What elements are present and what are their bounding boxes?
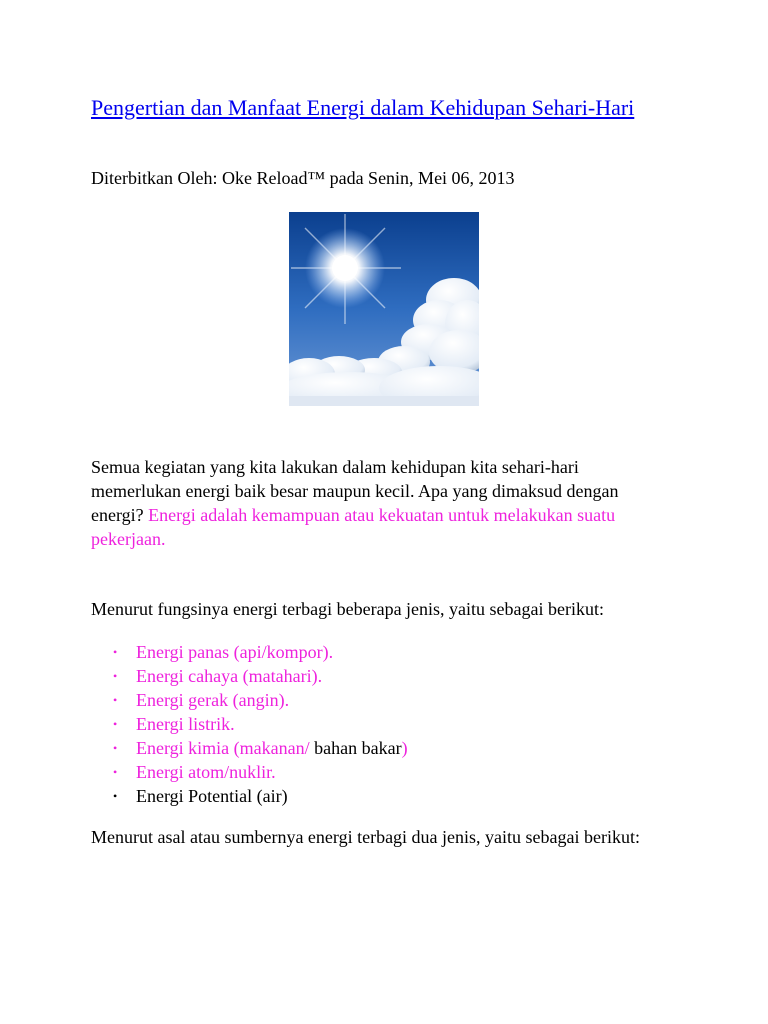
list-item xyxy=(91,664,408,688)
list-item xyxy=(91,784,408,808)
list-item-label: Energi kimia (makanan/ xyxy=(136,738,315,758)
list-item xyxy=(91,760,408,784)
bullet: • xyxy=(113,669,118,683)
sun-and-clouds-photo-graphic xyxy=(289,212,479,406)
list-item-label: Energi cahaya (matahari). xyxy=(136,666,323,686)
source-types-intro: Menurut asal atau sumbernya energi terbagi dua jenis, yaitu sebagai berikut: xyxy=(91,827,640,847)
bullet: • xyxy=(113,693,118,707)
list-item-label: Energi listrik. xyxy=(136,714,235,734)
article-title-link[interactable]: Pengertian dan Manfaat Energi dalam Kehidupan Sehari-Hari xyxy=(91,95,635,120)
bullet: • xyxy=(113,789,118,803)
sun-and-clouds-photo xyxy=(289,212,479,406)
energy-definition: Energi adalah kemampuan atau kekuatan untuk melakukan suatu pekerjaan. xyxy=(91,505,616,549)
list-item xyxy=(91,688,408,712)
list-item xyxy=(91,712,408,736)
bullet: • xyxy=(113,645,118,659)
list-item xyxy=(91,640,408,664)
list-item-label: Energi Potential (air) xyxy=(136,786,288,806)
article-byline: Diterbitkan Oleh: Oke Reload™ pada Senin, Mei 06, 2013 xyxy=(91,168,515,188)
list-item-label-tail: ) xyxy=(401,738,408,758)
list-item-label: Energi gerak (angin). xyxy=(136,690,290,710)
function-types-intro: Menurut fungsinya energi terbagi beberapa jenis, yaitu sebagai berikut: xyxy=(91,599,604,619)
bullet: • xyxy=(113,765,118,779)
energy-types-list xyxy=(91,640,408,808)
list-item-label: Energi atom/nuklir. xyxy=(136,762,276,782)
list-item-label: Energi panas (api/kompor). xyxy=(136,642,334,662)
list-item-label-plain: bahan bakar xyxy=(314,738,402,758)
intro-paragraph xyxy=(91,455,671,551)
bullet: • xyxy=(113,741,118,755)
intro-paragraph-text: Semua kegiatan yang kita lakukan dalam kehidupan kita sehari-hari memerlukan energi baik besar maupun kecil. Apa yang dimaksud dengan energi? xyxy=(91,457,619,525)
list-item xyxy=(91,736,408,760)
bullet: • xyxy=(113,717,118,731)
